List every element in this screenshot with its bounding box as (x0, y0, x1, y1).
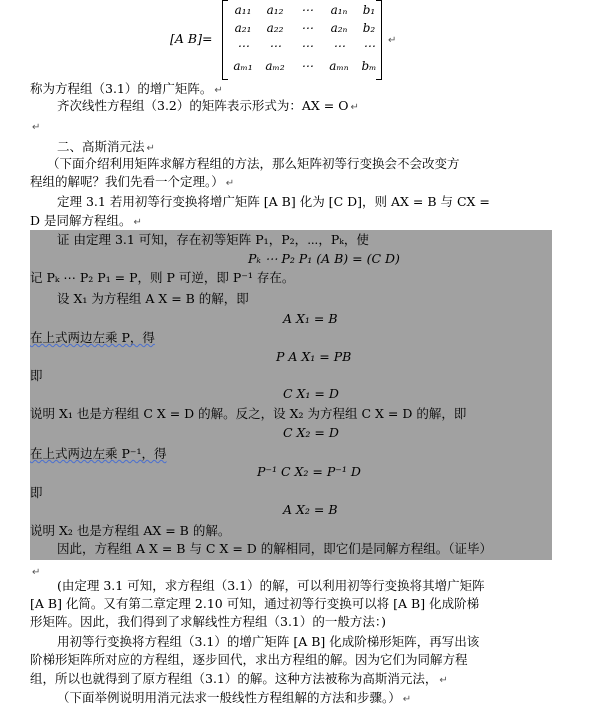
matrix-cell: a₂₂ (266, 21, 284, 35)
equation: A X₁ = B (283, 311, 338, 326)
matrix-cell: ⋯ (301, 59, 313, 73)
section-heading: 二、高斯消元法 ↵ (57, 139, 155, 154)
proof-line: 在上式两边左乘 P，得 (30, 330, 155, 345)
equation: P⁻¹ C X₂ = P⁻¹ D (257, 464, 361, 479)
empty-line: ↵ (32, 122, 41, 133)
text-line: 齐次线性方程组（3.2）的矩阵表示形式为：AX = O ↵ (57, 98, 359, 113)
matrix-cell: aₘₙ (329, 59, 349, 73)
text-line: （下面举例说明用消元法求一般线性方程组解的方法和步骤。） ↵ (57, 690, 412, 705)
matrix-cell: ⋯ (301, 3, 313, 17)
matrix-cell: ⋯ (301, 21, 313, 35)
text-line: 形矩阵。因此，我们得到了求解线性方程组（3.1）的一般方法：) (30, 614, 387, 629)
equation: C X₂ = D (283, 425, 339, 440)
matrix-cell: b₂ (362, 21, 376, 35)
matrix-cell: aₘ₁ (233, 59, 253, 73)
matrix-cell: ⋯ (237, 39, 249, 53)
proof-line: 即 (30, 485, 43, 500)
proof-line: 即 (30, 368, 43, 383)
equation: Pₖ ⋯ P₂ P₁ (A B) = (C D) (248, 251, 400, 266)
matrix-cell: ⋯ (269, 39, 281, 53)
equation: C X₁ = D (283, 386, 339, 401)
matrix-lhs: [A B]= (170, 31, 213, 46)
text-line: 用初等行变换将方程组（3.1）的增广矩阵 [A B] 化成阶梯形矩阵，再写出该 (57, 634, 480, 649)
matrix-cell: a₂ₙ (330, 21, 348, 35)
empty-line: ↵ (32, 567, 41, 578)
matrix-cell: a₁ₙ (330, 3, 348, 17)
text-line: 组，所以也就得到了原方程组（3.1）的解。这种方法被称为高斯消元法， ↵ (30, 671, 448, 686)
text-line: 称为方程组（3.1）的增广矩阵。 ↵ (30, 81, 223, 96)
text-line: （下面介绍利用矩阵求解方程组的方法，那么矩阵初等行变换会不会改变方 (47, 156, 460, 171)
augmented-matrix (222, 0, 382, 78)
proof-line: 记 Pₖ ⋯ P₂ P₁ = P，则 P 可逆，即 P⁻¹ 存在。 (30, 270, 295, 285)
theorem-statement: 定理 3.1 若用初等行变换将增广矩阵 [A B] 化为 [C D]，则 AX = B 与 CX = (57, 194, 490, 209)
proof-line: 因此，方程组 A X = B 与 C X = D 的解相同，即它们是同解方程组。（证毕） (57, 541, 493, 556)
matrix-cell: ⋯ (363, 39, 375, 53)
text-line: 程组的解呢？我们先看一个定理。） ↵ (30, 174, 235, 189)
matrix-cell: ⋯ (333, 39, 345, 53)
matrix-cell: a₁₂ (266, 3, 284, 17)
matrix-cell: b₁ (362, 3, 376, 17)
proof-line: 说明 X₁ 也是方程组 C X = D 的解。反之，设 X₂ 为方程组 C X = D 的解，即 (30, 406, 467, 421)
text-line: 阶梯形矩阵所对应的方程组，逐步回代，求出方程组的解。因为它们为同解方程 (30, 652, 468, 667)
text-line: [A B] 化简。又有第二章定理 2.10 可知，通过初等行变换可以将 [A B] 化成阶梯 (30, 596, 480, 611)
text-line: D 是同解方程组。 ↵ (30, 213, 142, 228)
matrix-cell: ⋯ (301, 39, 313, 53)
equation: A X₂ = B (283, 502, 338, 517)
equation: P A X₁ = PB (276, 349, 352, 364)
proof-line: 设 X₁ 为方程组 A X = B 的解，即 (57, 291, 249, 306)
matrix-cell: bₘ (361, 59, 377, 73)
matrix-cell: aₘ₂ (265, 59, 285, 73)
matrix-cell: a₂₁ (234, 21, 252, 35)
proof-line: 证 由定理 3.1 可知，存在初等矩阵 P₁，P₂，⋯，Pₖ，使 (57, 232, 369, 247)
matrix-cell: a₁₁ (234, 3, 252, 17)
paragraph-mark: ↵ (388, 35, 397, 46)
proof-line: 在上式两边左乘 P⁻¹，得 (30, 446, 167, 461)
proof-line: 说明 X₂ 也是方程组 AX = B 的解。 (30, 523, 231, 538)
text-line: (由定理 3.1 可知，求方程组（3.1）的解，可以利用初等行变换将其增广矩阵 (57, 578, 485, 593)
